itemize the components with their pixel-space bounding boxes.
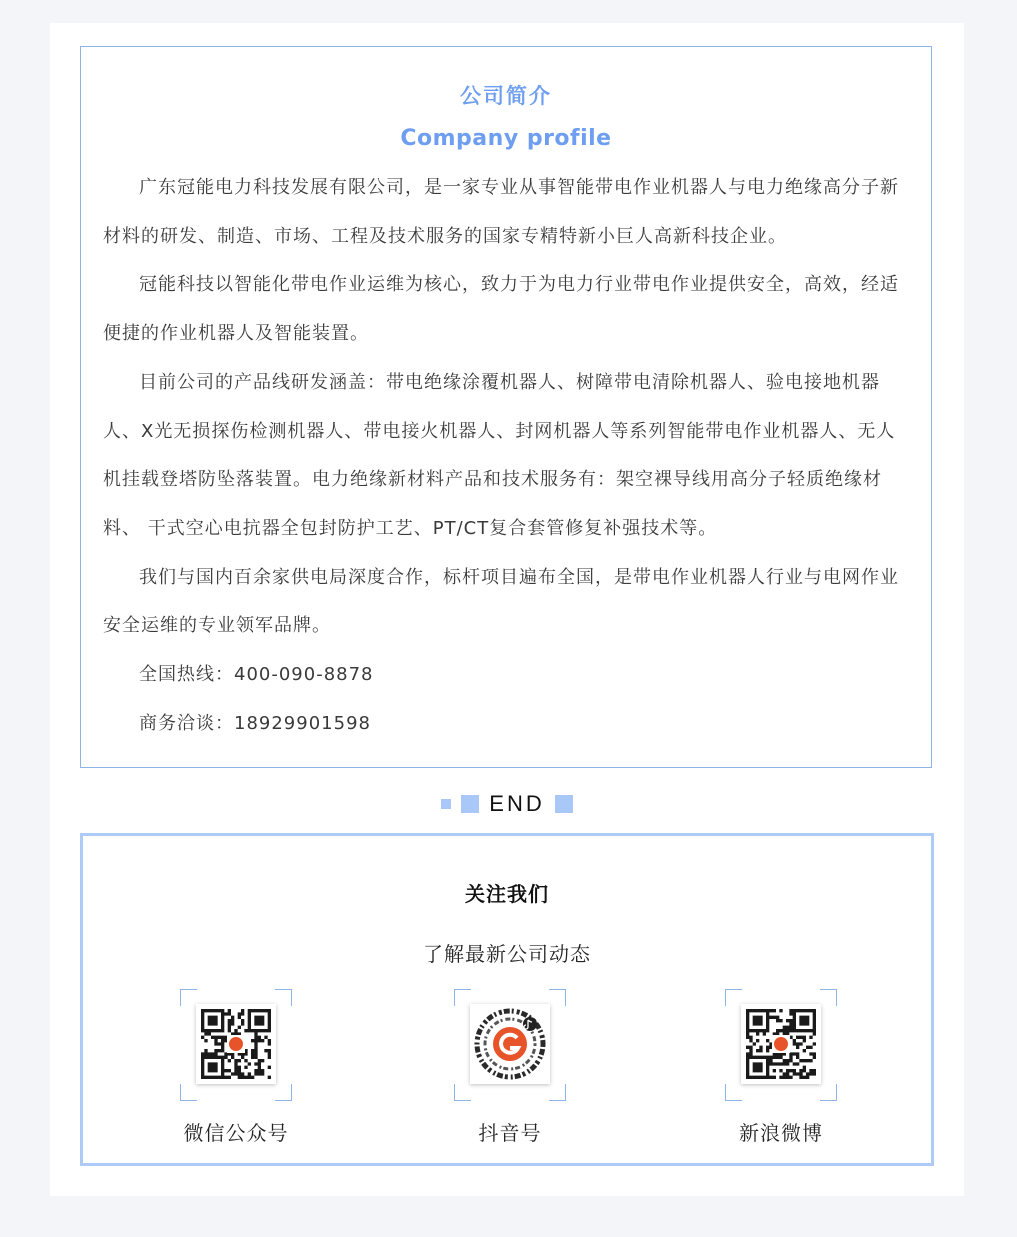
profile-paragraph-mission: 冠能科技以智能化带电作业运维为核心，致力于为电力行业带电作业提供安全，高效，经适便捷的作业机器人及智能装置。	[103, 274, 899, 345]
douyin-label: 抖音号	[478, 1121, 542, 1145]
business-contact-text: 商务洽谈：18929901598	[139, 712, 371, 734]
hotline-text: 全国热线：400-090-8878	[139, 664, 374, 686]
weibo-qr-code-icon[interactable]	[741, 1004, 821, 1084]
profile-paragraph-partners: 我们与国内百余家供电局深度合作，标杆项目遍布全国，是带电作业机器人行业与电网作业安全运维的专业领军品牌。	[103, 566, 899, 637]
profile-body	[103, 164, 909, 748]
end-label: END	[489, 791, 545, 816]
content-card	[50, 23, 964, 1196]
end-divider	[50, 791, 964, 817]
company-profile-section	[80, 46, 932, 768]
profile-paragraph-intro: 广东冠能电力科技发展有限公司，是一家专业从事智能带电作业机器人与电力绝缘高分子新材料的研发、制造、市场、工程及技术服务的国家专精特新小巨人高新科技企业。	[103, 177, 899, 247]
square-icon	[461, 795, 479, 813]
wechat-follow-item[interactable]	[179, 989, 293, 1146]
follow-subtitle: 了解最新公司动态	[423, 942, 591, 966]
weibo-label: 新浪微博	[739, 1121, 823, 1145]
qr-frame	[454, 989, 566, 1101]
small-square-icon	[441, 799, 451, 809]
douyin-code-icon[interactable]	[470, 1004, 550, 1084]
section-title-cn: 公司简介	[460, 84, 552, 108]
profile-paragraph-products: 目前公司的产品线研发涵盖：带电绝缘涂覆机器人、树障带电清除机器人、验电接地机器人、X光无损探伤检测机器人、带电接火机器人、封网机器人等系列智能带电作业机器人、无人机挂载登塔防坠落装置。电力绝缘新材料产品和技术服务有：架空裸导线用高分子轻质绝缘材料、 干式空心电抗器全包封防护工艺、PT/CT复合套管修复补强技术等。	[103, 371, 896, 539]
douyin-follow-item[interactable]	[453, 989, 567, 1146]
follow-title: 关注我们	[465, 882, 549, 906]
follow-us-section	[80, 833, 934, 1166]
wechat-label: 微信公众号	[183, 1121, 289, 1145]
section-title-en: Company profile	[400, 126, 612, 151]
weibo-follow-item[interactable]	[724, 989, 838, 1146]
qr-frame	[180, 989, 292, 1101]
square-icon	[555, 795, 573, 813]
wechat-qr-code-icon[interactable]	[196, 1004, 276, 1084]
qr-frame	[725, 989, 837, 1101]
